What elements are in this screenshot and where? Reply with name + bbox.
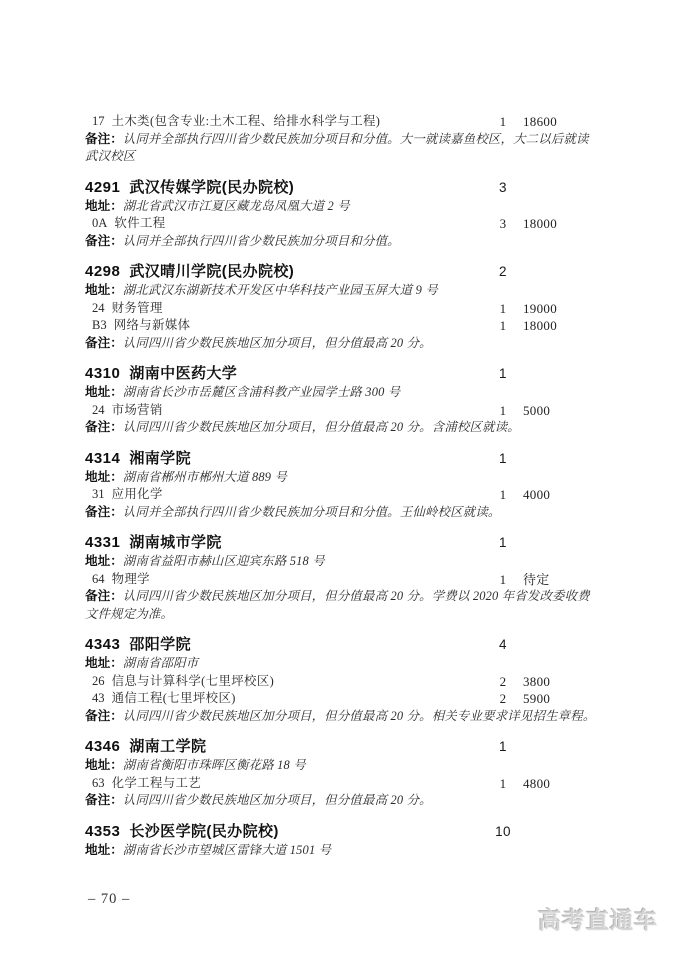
school-plan-count: 1 (499, 450, 507, 466)
major-code: 17 (92, 114, 105, 128)
note-text: 认同四川省少数民族地区加分项目，但分值最高 20 分。学费以 2020 年省发改委收费文件规定为准。 (85, 589, 590, 621)
school-code: 4310 (85, 365, 121, 382)
school-name: 湖南工学院 (129, 738, 207, 755)
plan-count: 2 (499, 691, 507, 706)
address-text: 湖南省衡阳市珠晖区衡花路 18 号 (122, 758, 306, 772)
address-label: 地址： (85, 758, 123, 772)
plan-count: 1 (499, 402, 507, 418)
major-name: 通信工程(七里坪校区) (111, 691, 236, 705)
school-code: 4346 (85, 738, 121, 755)
school-header (85, 533, 597, 553)
note-row (85, 131, 597, 166)
tuition-fee: 4000 (523, 487, 551, 502)
address-label: 地址： (85, 656, 123, 670)
plan-count: 1 (499, 487, 507, 502)
school-plan-count: 4 (499, 637, 507, 652)
plan-count: 1 (499, 318, 507, 333)
school-header (85, 635, 597, 655)
note-row (85, 708, 597, 726)
tuition-fee: 3800 (523, 673, 551, 689)
school-block (85, 533, 597, 623)
address-label: 地址： (85, 198, 123, 213)
tuition-fee: 待定 (523, 571, 550, 587)
address-text: 湖南省长沙市望城区雷锋大道 1501 号 (122, 842, 332, 857)
school-block (85, 364, 597, 437)
page-number: – 70 – (88, 891, 131, 907)
school-block (85, 449, 597, 522)
note-label: 备注： (85, 504, 123, 519)
major-code: 24 (92, 300, 105, 315)
address-row (85, 469, 597, 487)
school-header (85, 822, 597, 842)
school-code: 4298 (85, 263, 121, 280)
tuition-fee: 18000 (523, 216, 557, 231)
school-block (85, 262, 597, 352)
continued-school-block (85, 113, 597, 166)
major-name: 应用化学 (111, 487, 163, 501)
major-code: 63 (92, 775, 105, 790)
address-label: 地址： (85, 469, 123, 484)
address-row (85, 384, 597, 402)
note-label: 备注： (85, 131, 123, 146)
address-label: 地址： (85, 554, 123, 568)
note-row (85, 504, 597, 522)
note-row (85, 233, 597, 251)
note-label: 备注： (85, 589, 123, 603)
school-name: 长沙医学院(民办院校) (129, 822, 279, 840)
school-header (85, 262, 597, 282)
tuition-fee: 18600 (523, 114, 557, 129)
address-text: 湖北武汉东湖新技术开发区中华科技产业园玉屏大道 9 号 (122, 283, 438, 297)
school-plan-count: 10 (495, 823, 511, 839)
address-text: 湖南省郴州市郴州大道 889 号 (122, 469, 288, 484)
major-code: 31 (92, 487, 105, 501)
school-block (85, 822, 597, 860)
school-name: 武汉传媒学院(民办院校) (129, 178, 295, 196)
address-row (85, 757, 597, 775)
school-plan-count: 3 (499, 179, 507, 195)
major-code: 26 (92, 673, 105, 688)
school-header (85, 737, 597, 757)
school-plan-count: 2 (499, 264, 507, 279)
plan-count: 1 (499, 300, 507, 316)
note-text: 认同四川省少数民族地区加分项目，但分值最高 20 分。 (122, 335, 432, 350)
school-code: 4353 (85, 822, 121, 840)
major-name: 市场营销 (111, 402, 163, 417)
major-code: 0A (92, 216, 108, 230)
note-row (85, 792, 597, 810)
address-text: 湖南省长沙市岳麓区含浦科教产业园学士路 300 号 (122, 385, 401, 399)
address-row (85, 198, 597, 216)
school-header (85, 178, 597, 198)
school-header (85, 364, 597, 384)
major-code: 24 (92, 402, 105, 417)
school-plan-count: 1 (499, 535, 507, 550)
school-plan-count: 1 (499, 366, 507, 381)
tuition-fee: 5000 (523, 402, 551, 418)
address-row (85, 655, 597, 673)
address-label: 地址： (85, 385, 123, 399)
major-row (85, 690, 597, 708)
note-text: 认同四川省少数民族地区加分项目，但分值最高 20 分。含浦校区就读。 (122, 420, 520, 434)
school-code: 4291 (85, 178, 121, 196)
major-row (85, 673, 597, 691)
major-code: 64 (92, 571, 105, 586)
note-label: 备注： (85, 793, 123, 807)
plan-count: 1 (499, 114, 507, 129)
note-row (85, 419, 597, 437)
address-text: 湖南省益阳市赫山区迎宾东路 518 号 (122, 554, 325, 568)
note-text: 认同四川省少数民族地区加分项目，但分值最高 20 分。 (122, 793, 432, 807)
plan-count: 2 (499, 673, 507, 689)
major-name: 土木类(包含专业:土木工程、给排水科学与工程) (111, 114, 381, 128)
school-name: 湖南城市学院 (129, 534, 222, 551)
address-row (85, 553, 597, 571)
address-row (85, 282, 597, 300)
tuition-fee: 18000 (523, 318, 557, 333)
school-plan-count: 1 (499, 739, 507, 754)
note-label: 备注： (85, 335, 123, 350)
note-text: 认同并全部执行四川省少数民族加分项目和分值。王仙岭校区就读。 (122, 504, 501, 519)
school-code: 4343 (85, 636, 121, 653)
address-label: 地址： (85, 842, 123, 857)
admission-plan-list (85, 113, 597, 859)
major-row (85, 402, 597, 420)
note-text: 认同四川省少数民族地区加分项目，但分值最高 20 分。相关专业要求详见招生章程。 (122, 708, 596, 723)
plan-count: 3 (499, 216, 507, 231)
plan-count: 1 (499, 571, 507, 587)
major-row (85, 215, 597, 233)
tuition-fee: 19000 (523, 300, 557, 316)
major-name: 软件工程 (114, 216, 166, 230)
school-block (85, 178, 597, 251)
address-text: 湖北省武汉市江夏区藏龙岛凤凰大道 2 号 (122, 198, 350, 213)
note-row (85, 588, 597, 623)
school-header (85, 449, 597, 469)
major-name: 物理学 (111, 571, 150, 586)
note-row (85, 335, 597, 353)
major-row (85, 775, 597, 793)
tuition-fee: 5900 (523, 691, 551, 706)
major-name: 信息与计算科学(七里坪校区) (111, 673, 275, 688)
major-row (85, 300, 597, 318)
watermark-gaokao-zhitongche: 高考直通车 (538, 907, 658, 933)
school-code: 4314 (85, 449, 121, 467)
note-text: 认同并全部执行四川省少数民族加分项目和分值。大一就读嘉鱼校区，大二以后就读武汉校区 (85, 131, 589, 163)
major-row (85, 113, 597, 131)
major-code: B3 (92, 318, 107, 332)
school-code: 4331 (85, 534, 121, 551)
major-name: 化学工程与工艺 (111, 775, 202, 790)
major-row (85, 486, 597, 504)
major-name: 网络与新媒体 (113, 318, 191, 332)
school-block (85, 737, 597, 810)
school-name: 湘南学院 (129, 449, 191, 467)
address-text: 湖南省邵阳市 (122, 656, 199, 670)
school-block (85, 635, 597, 725)
note-label: 备注： (85, 420, 123, 434)
school-name: 湖南中医药大学 (129, 365, 238, 382)
note-label: 备注： (85, 708, 123, 723)
address-label: 地址： (85, 283, 123, 297)
note-label: 备注： (85, 233, 123, 248)
major-row (85, 571, 597, 589)
tuition-fee: 4800 (523, 775, 551, 791)
plan-count: 1 (499, 775, 507, 791)
major-name: 财务管理 (111, 300, 163, 315)
school-name: 邵阳学院 (129, 636, 191, 653)
major-code: 43 (92, 691, 105, 705)
major-row (85, 317, 597, 335)
note-text: 认同并全部执行四川省少数民族加分项目和分值。 (122, 233, 400, 248)
school-name: 武汉晴川学院(民办院校) (129, 263, 295, 280)
address-row (85, 842, 597, 860)
